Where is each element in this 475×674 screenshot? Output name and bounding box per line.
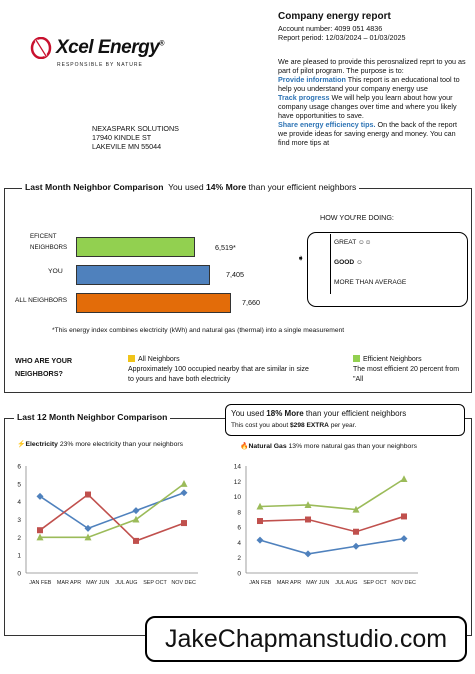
doing-divider xyxy=(330,234,331,294)
elec-x-tick: MAR APR xyxy=(56,580,82,586)
gas-chart-title: 🔥Natural Gas 13% more natural gas than your neighbors xyxy=(240,443,417,450)
energy-index-footnote: *This energy index combines electricity (kWh) and natural gas (thermal) into a single measurement xyxy=(52,327,345,334)
elec-point xyxy=(37,527,43,533)
electricity-chart-title: ⚡Electricity 23% more electricity than your neighbors xyxy=(17,441,184,448)
doing-more-than-average: MORE THAN AVERAGE xyxy=(334,279,407,286)
intro-text: We are pleased to provide this perosnalized reprt to you as part of pilot program. The purpose is to: xyxy=(278,57,466,75)
xcel-logo-icon xyxy=(30,37,52,59)
gas-point xyxy=(401,535,408,542)
elec-x-tick: MAY JUN xyxy=(86,580,110,586)
row-label-all: ALL NEIGHBORS xyxy=(15,297,68,304)
gas-point xyxy=(305,550,312,557)
elec-point xyxy=(181,480,188,487)
elec-y-tick: 2 xyxy=(17,534,21,542)
elec-point xyxy=(181,520,187,526)
efficient-neighbors-legend: Efficient Neighbors The most efficient 20 percent from "All xyxy=(353,356,460,383)
bar-you xyxy=(76,265,210,285)
gas-x-tick: MAR APR xyxy=(276,580,302,586)
doing-title: HOW YOU'RE DOING: xyxy=(320,213,394,222)
watermark: JakeChapmanstudio.com xyxy=(145,616,467,662)
elec-y-tick: 4 xyxy=(17,499,21,507)
elec-x-tick: JAN FEB xyxy=(29,580,52,586)
gas-x-tick: NOV DEC xyxy=(391,580,416,586)
intro-item-info: Provide information This report is an educational tool to help you understand your company energy use xyxy=(278,75,460,93)
gas-x-tick: MAY JUN xyxy=(306,580,330,586)
value-you: 7,405 xyxy=(226,270,244,279)
brand-tagline: RESPONSIBLE BY NATURE xyxy=(57,62,143,68)
row-label-efficient: EFICENT NEIGHBORS xyxy=(30,233,68,251)
gas-point xyxy=(401,475,408,482)
doing-great: GREAT ☺☺ xyxy=(334,239,372,246)
elec-x-tick: SEP OCT xyxy=(143,580,167,586)
gas-x-tick: JAN FEB xyxy=(249,580,272,586)
gas-point xyxy=(305,517,311,523)
elec-y-tick: 1 xyxy=(17,552,21,560)
neighbors-question: WHO ARE YOUR NEIGHBORS? xyxy=(15,356,73,378)
doing-good: GOOD ☺ xyxy=(334,259,363,266)
account-number: Account number: 4099 051 4836 xyxy=(278,24,383,33)
gas-y-tick: 12 xyxy=(233,478,241,486)
electricity-chart xyxy=(8,458,208,593)
intro-item-tips: Share energy efficiency tips. On the back of the report we provide ideas for saving energy and money. You can find more tips at xyxy=(278,120,457,147)
efficient-neighbors-swatch xyxy=(353,355,360,362)
gas-y-tick: 2 xyxy=(237,555,241,563)
bar-all xyxy=(76,293,231,313)
gas-series-1-line xyxy=(260,516,404,531)
gas-y-tick: 10 xyxy=(233,494,241,502)
elec-point xyxy=(133,507,140,514)
brand-name: Xcel Energy® xyxy=(56,37,164,58)
gas-y-tick: 14 xyxy=(233,463,241,471)
elec-y-tick: 6 xyxy=(17,463,21,471)
elec-y-tick: 0 xyxy=(17,570,21,578)
doing-box xyxy=(307,232,468,307)
gas-point xyxy=(257,537,264,544)
gas-point xyxy=(257,518,263,524)
elec-point xyxy=(133,538,139,544)
value-all: 7,660 xyxy=(242,298,260,307)
elec-y-tick: 3 xyxy=(17,517,21,524)
gas-y-tick: 6 xyxy=(237,524,241,532)
report-title: Company energy report xyxy=(278,11,391,22)
gas-point xyxy=(353,529,359,535)
gas-x-tick: SEP OCT xyxy=(363,580,387,586)
mailing-address: NEXASPARK SOLUTIONS 17940 KINDLE ST LAKEVILE MN 55044 xyxy=(92,124,179,151)
elec-point xyxy=(181,489,188,496)
intro-block xyxy=(278,57,468,147)
lightning-icon: ⚡ xyxy=(17,441,26,448)
row-label-you: YOU xyxy=(48,268,63,275)
yearly-callout: You used 18% More than your efficient neighbors This cost you about $298 EXTRA per year. xyxy=(225,404,465,436)
all-neighbors-legend: All Neighbors Approximately 100 occupied nearby that are similar in size to yours and have both electricity xyxy=(128,356,309,383)
elec-x-tick: JUL AUG xyxy=(115,580,138,586)
gas-point xyxy=(401,513,407,519)
all-neighbors-swatch xyxy=(128,355,135,362)
elec-y-tick: 5 xyxy=(17,481,21,489)
report-period: Report period: 12/03/2024 – 01/03/2025 xyxy=(278,33,406,42)
value-efficient: 6,519* xyxy=(215,243,236,252)
intro-item-track: Track progress We will help you learn about how your company usage changes over time and where you likely have opportunities to save. xyxy=(278,93,457,120)
last-month-title: Last Month Neighbor Comparison You used 14% More than your efficient neighbors xyxy=(22,182,359,192)
gas-point xyxy=(353,543,360,550)
elec-x-tick: NOV DEC xyxy=(171,580,196,586)
elec-point xyxy=(85,492,91,498)
gas-x-tick: JUL AUG xyxy=(335,580,358,586)
gas-y-tick: 8 xyxy=(237,509,241,517)
last-12-title: Last 12 Month Neighbor Comparison xyxy=(14,412,170,422)
gas-y-tick: 4 xyxy=(237,539,241,547)
gas-series-2-line xyxy=(260,479,404,510)
pointer-icon: ➧ xyxy=(297,253,305,263)
gas-y-tick: 0 xyxy=(237,570,241,578)
bar-efficient xyxy=(76,237,195,257)
elec-series-0-line xyxy=(40,493,184,529)
gas-series-0-line xyxy=(260,539,404,554)
gas-chart xyxy=(228,458,428,593)
flame-icon: 🔥 xyxy=(240,443,249,450)
